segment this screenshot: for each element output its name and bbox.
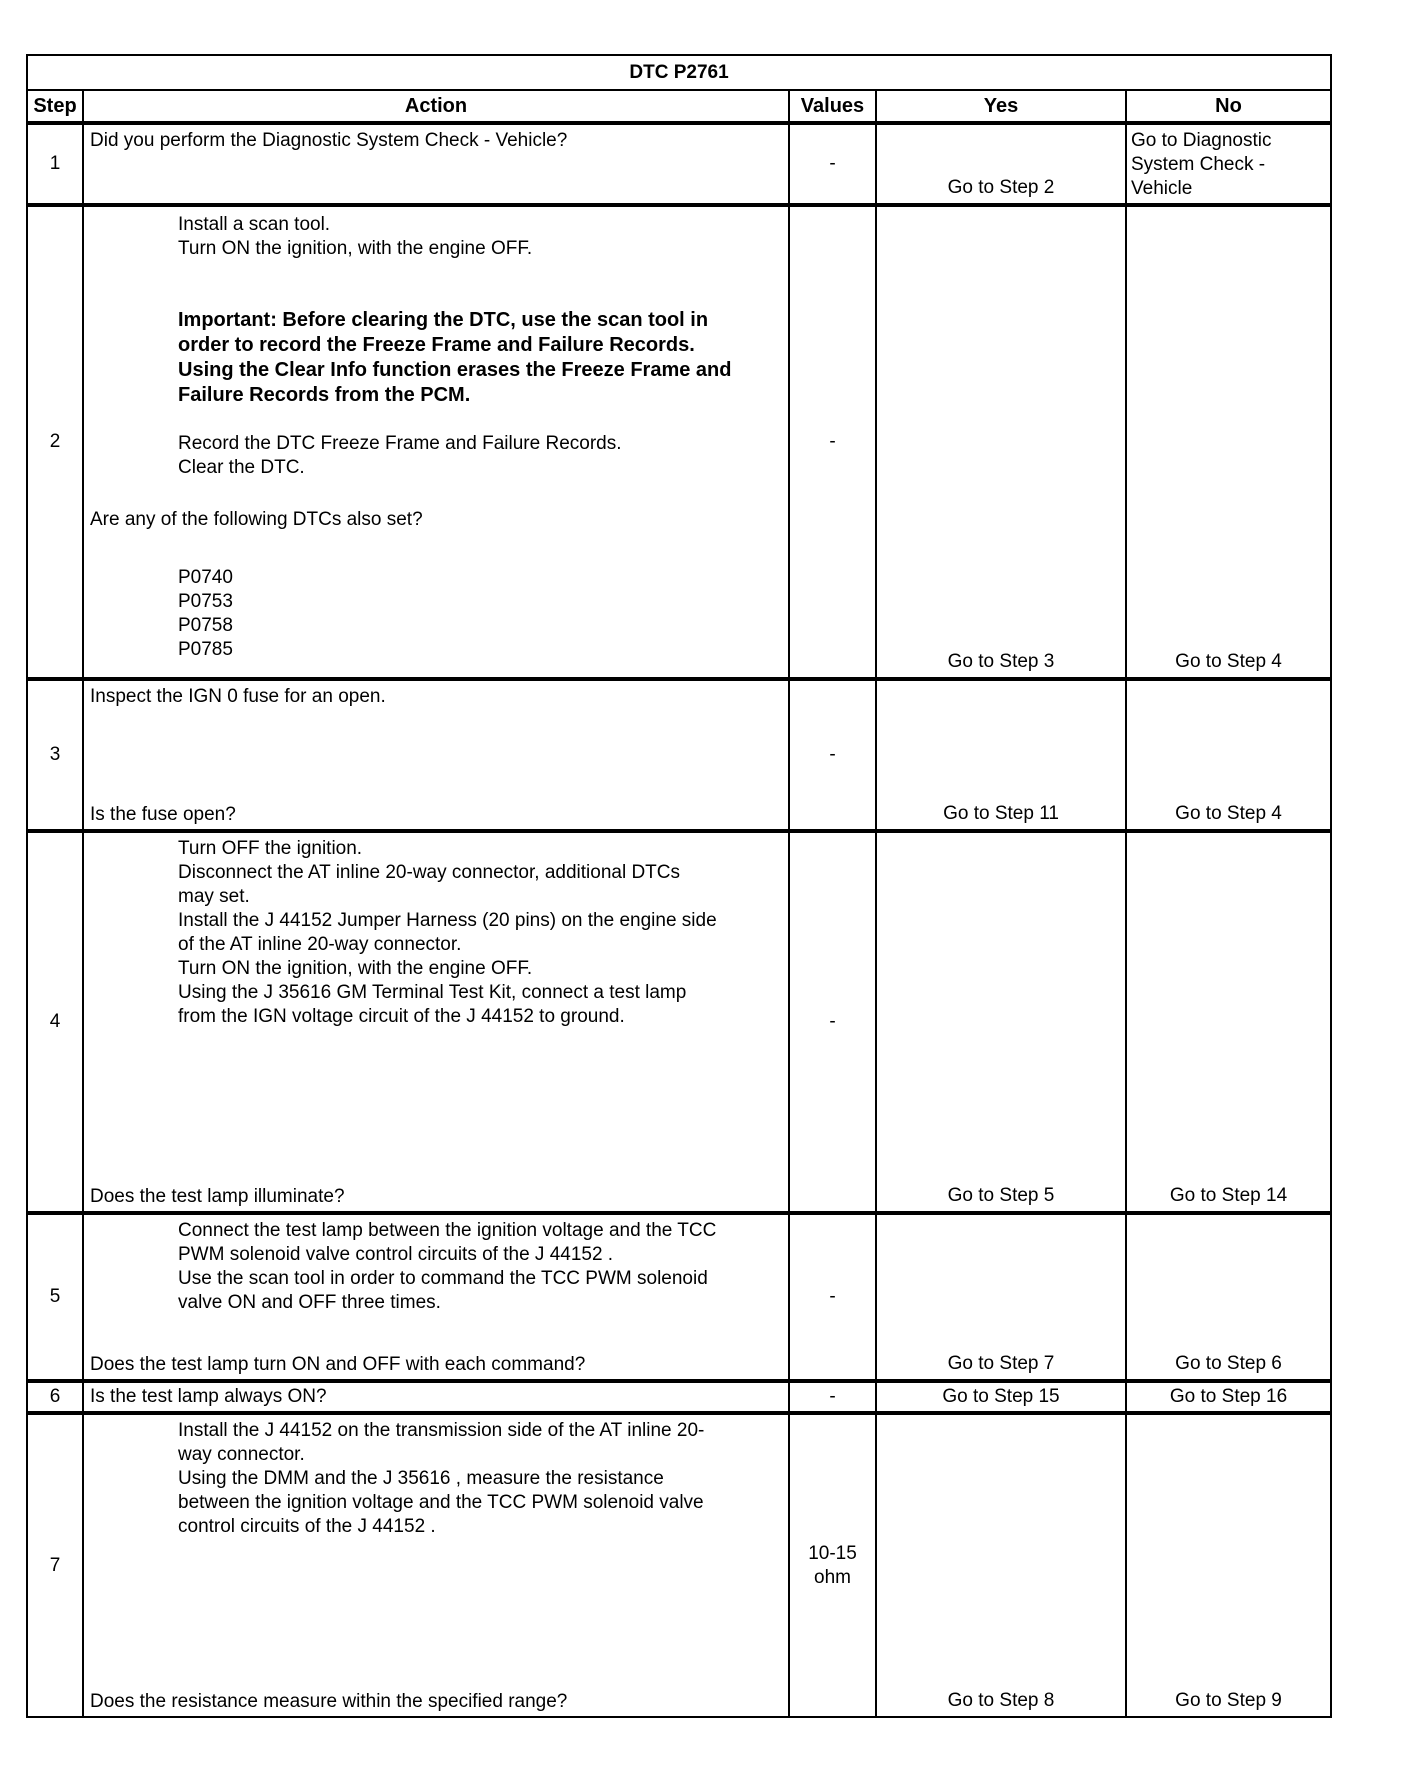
instruction-line: valve ON and OFF three times. [178,1292,441,1313]
yes-cell: Go to Step 7 [876,1213,1126,1381]
table-title-row [27,55,1331,90]
yes-cell: Go to Step 5 [876,831,1126,1213]
header-yes: Yes [876,90,1126,123]
instruction-line: control circuits of the J 44152 . [178,1516,436,1537]
instruction-line: Record the DTC Freeze Frame and Failure Records. [178,433,622,454]
header-no: No [1126,90,1331,123]
no-line: System Check - [1131,154,1266,175]
instruction-line: Install the J 44152 on the transmission side of the AT inline 20- [178,1420,705,1441]
instruction-line: PWM solenoid valve control circuits of the J 44152 . [178,1244,614,1265]
no-cell: Go to Step 4 [1126,205,1331,679]
action-cell [83,831,789,1213]
instruction-line: Install a scan tool. [178,214,331,235]
step-number: 4 [27,831,83,1213]
no-cell: Go to Step 14 [1126,831,1331,1213]
question-text: Is the fuse open? [90,804,236,825]
yes-cell: Go to Step 8 [876,1413,1126,1717]
value-cell: - [789,205,876,679]
instruction-line: of the AT inline 20-way connector. [178,934,462,955]
step-number: 1 [27,123,83,205]
table-row [27,205,1331,679]
value-cell: - [789,831,876,1213]
value-cell [789,1413,876,1717]
question-text: Does the test lamp illuminate? [90,1186,345,1207]
instruction-line: between the ignition voltage and the TCC PWM solenoid valve [178,1492,704,1513]
dtc-code: P0740 [178,567,233,588]
important-note-line: Important: Before clearing the DTC, use the scan tool in [178,309,709,331]
question-text: Does the test lamp turn ON and OFF with each command? [90,1354,586,1375]
no-cell [1126,123,1331,205]
question-text: Are any of the following DTCs also set? [90,509,423,530]
header-values: Values [789,90,876,123]
no-line: Go to Diagnostic [1131,130,1272,151]
yes-cell: Go to Step 11 [876,679,1126,831]
instruction-line: Install the J 44152 Jumper Harness (20 pins) on the engine side [178,910,717,931]
header-action: Action [83,90,789,123]
table-row [27,1413,1331,1717]
no-line: Vehicle [1131,178,1193,199]
yes-cell: Go to Step 3 [876,205,1126,679]
instruction-line: Connect the test lamp between the ignition voltage and the TCC [178,1220,717,1241]
table-row [27,123,1331,205]
question-text: Does the resistance measure within the specified range? [90,1691,568,1712]
table-row [27,1213,1331,1381]
action-cell [83,123,789,205]
question-text: Did you perform the Diagnostic System Check - Vehicle? [90,130,568,151]
dtc-code: P0785 [178,639,233,660]
action-cell [83,205,789,679]
action-cell [83,679,789,831]
instruction-line: Using the DMM and the J 35616 , measure the resistance [178,1468,664,1489]
table-row [27,831,1331,1213]
table-title: DTC P2761 [27,55,1331,90]
instruction-line: Using the J 35616 GM Terminal Test Kit, connect a test lamp [178,982,687,1003]
document-page [26,54,1332,1718]
yes-cell: Go to Step 2 [876,123,1126,205]
important-note-line: order to record the Freeze Frame and Failure Records. [178,334,695,356]
action-cell [83,1413,789,1717]
action-cell [83,1213,789,1381]
no-cell: Go to Step 4 [1126,679,1331,831]
value-cell: - [789,1213,876,1381]
no-cell: Go to Step 6 [1126,1213,1331,1381]
value-cell: - [789,123,876,205]
yes-cell: Go to Step 15 [876,1381,1126,1413]
instruction-line: Turn ON the ignition, with the engine OFF. [178,958,533,979]
instruction-line: from the IGN voltage circuit of the J 44152 to ground. [178,1006,625,1027]
header-step: Step [27,90,83,123]
instruction-line: Disconnect the AT inline 20-way connector, additional DTCs [178,862,681,883]
step-number: 6 [27,1381,83,1413]
instruction-line: may set. [178,886,250,907]
table-row [27,679,1331,831]
header-row [27,90,1331,123]
instruction-line: Turn ON the ignition, with the engine OFF. [178,238,533,259]
table-row [27,1381,1331,1413]
important-note-line: Using the Clear Info function erases the Freeze Frame and [178,359,732,381]
action-cell [83,1381,789,1413]
instruction-line: Clear the DTC. [178,457,305,478]
instruction-line: way connector. [178,1444,305,1465]
question-text: Is the test lamp always ON? [90,1386,327,1407]
dtc-table [26,54,1332,1718]
value-line: 10-15 [808,1542,857,1564]
step-number: 3 [27,679,83,831]
instruction-line: Use the scan tool in order to command the TCC PWM solenoid [178,1268,708,1289]
value-cell: - [789,679,876,831]
step-number: 7 [27,1413,83,1717]
value-cell: - [789,1381,876,1413]
instruction-line: Turn OFF the ignition. [178,838,363,859]
no-cell: Go to Step 16 [1126,1381,1331,1413]
dtc-code: P0753 [178,591,233,612]
dtc-code: P0758 [178,615,233,636]
instruction-line: Inspect the IGN 0 fuse for an open. [90,686,386,707]
important-note-line: Failure Records from the PCM. [178,384,471,406]
value-line: ohm [814,1566,851,1588]
step-number: 5 [27,1213,83,1381]
no-cell: Go to Step 9 [1126,1413,1331,1717]
step-number: 2 [27,205,83,679]
